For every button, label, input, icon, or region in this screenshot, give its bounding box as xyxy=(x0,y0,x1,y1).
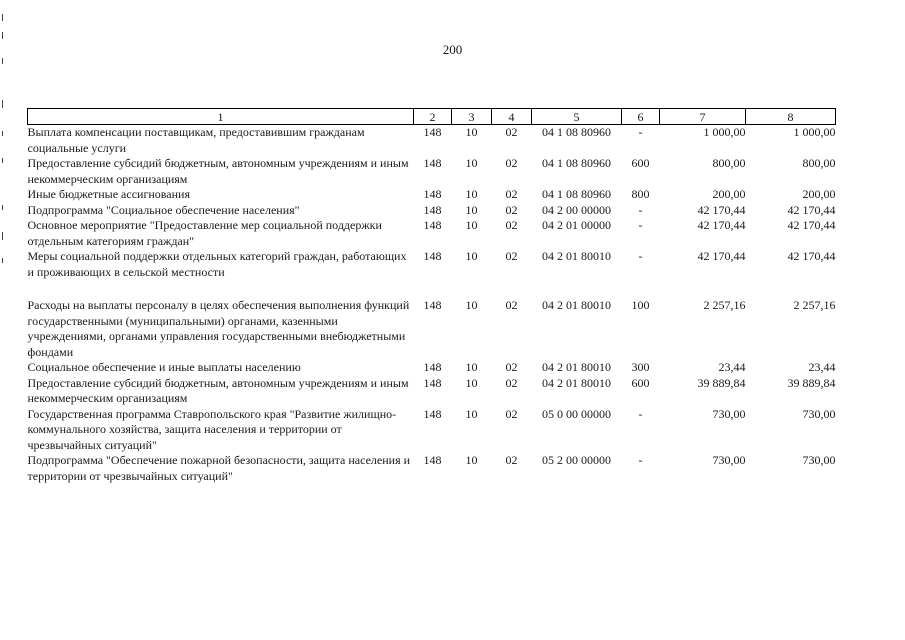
cell-subsection: 02 xyxy=(505,360,518,374)
scan-mark xyxy=(2,32,3,39)
cell-amount-1: 800,00 xyxy=(712,156,746,170)
cell-section: 10 xyxy=(465,125,478,139)
row-name: Социальное обеспечение и иные выплаты населению xyxy=(27,360,301,374)
cell-subsection: 02 xyxy=(505,218,518,232)
scan-mark xyxy=(2,232,3,240)
table-header-row xyxy=(28,109,836,125)
table-row xyxy=(28,298,836,360)
scan-mark xyxy=(2,14,3,21)
cell-expense-type: - xyxy=(638,125,643,139)
cell-ministry-code: 148 xyxy=(423,187,442,201)
row-name: Расходы на выплаты персоналу в целях обеспечения выполнения функций государственными (муниципальными) органами, казенными учреждениями, органами управления государственными внебюджетными фондами xyxy=(27,298,410,359)
cell-ministry-code: 148 xyxy=(423,375,442,390)
cell-amount-1: 2 257,16 xyxy=(703,298,746,312)
row-name: Предоставление субсидий бюджетным, автономным учреждениям и иным некоммерческим организациям xyxy=(27,375,409,405)
cell-subsection: 02 xyxy=(505,375,518,390)
table-row xyxy=(28,407,836,454)
cell-amount-1: 42 170,44 xyxy=(697,218,746,232)
cell-amount-2: 23,44 xyxy=(808,360,836,374)
cell-target-article: 04 2 01 00000 xyxy=(542,218,611,232)
cell-amount-1: 730,00 xyxy=(712,453,746,467)
cell-ministry-code: 148 xyxy=(423,125,442,139)
table-spacer xyxy=(28,280,836,298)
cell-amount-1: 1 000,00 xyxy=(703,125,746,139)
scan-mark xyxy=(2,58,3,64)
cell-section: 10 xyxy=(465,249,478,263)
cell-section: 10 xyxy=(465,187,478,201)
scan-mark xyxy=(2,158,3,163)
cell-subsection: 02 xyxy=(505,156,518,170)
table-row xyxy=(28,156,836,187)
cell-target-article: 04 1 08 80960 xyxy=(542,187,611,201)
cell-subsection: 02 xyxy=(505,125,518,139)
cell-amount-2: 730,00 xyxy=(802,406,836,421)
cell-ministry-code: 148 xyxy=(423,249,442,263)
cell-amount-2: 730,00 xyxy=(802,453,836,467)
cell-expense-type: - xyxy=(638,406,643,421)
cell-expense-type: - xyxy=(638,249,643,263)
row-name: Меры социальной поддержки отдельных категорий граждан, работающих и проживающих в сельской местности xyxy=(27,249,407,279)
table-row xyxy=(28,249,836,280)
column-header: 2 xyxy=(414,109,452,125)
cell-ministry-code: 148 xyxy=(423,360,442,374)
cell-subsection: 02 xyxy=(505,298,518,312)
scan-mark xyxy=(2,131,3,136)
cell-amount-1: 42 170,44 xyxy=(697,249,746,263)
column-header: 5 xyxy=(532,109,622,125)
cell-ministry-code: 148 xyxy=(423,453,442,467)
cell-amount-1: 39 889,84 xyxy=(697,375,746,390)
cell-amount-2: 42 170,44 xyxy=(787,218,836,232)
scan-mark xyxy=(2,258,3,263)
row-name: Подпрограмма "Обеспечение пожарной безопасности, защита населения и территории от чрезвычайных ситуаций" xyxy=(27,453,411,483)
scan-mark xyxy=(2,205,3,210)
cell-section: 10 xyxy=(465,298,478,312)
cell-amount-1: 42 170,44 xyxy=(697,202,746,217)
cell-amount-2: 200,00 xyxy=(802,187,836,201)
cell-subsection: 02 xyxy=(505,187,518,201)
cell-section: 10 xyxy=(465,156,478,170)
scan-margin-marks xyxy=(0,0,6,640)
column-header: 7 xyxy=(660,109,746,125)
table-row xyxy=(28,203,836,219)
row-name: Предоставление субсидий бюджетным, автономным учреждениям и иным некоммерческим организациям xyxy=(27,156,409,186)
table-row xyxy=(28,218,836,249)
page-number: 200 xyxy=(442,42,463,57)
table-row xyxy=(28,360,836,376)
cell-target-article: 05 0 00 00000 xyxy=(542,406,611,421)
cell-amount-2: 800,00 xyxy=(802,156,836,170)
cell-target-article: 05 2 00 00000 xyxy=(542,453,611,467)
cell-section: 10 xyxy=(465,406,478,421)
scan-mark xyxy=(2,100,3,108)
cell-expense-type: 300 xyxy=(631,360,650,374)
table-spacer-row xyxy=(28,280,836,298)
cell-ministry-code: 148 xyxy=(423,406,442,421)
cell-expense-type: 600 xyxy=(631,156,650,170)
cell-amount-2: 42 170,44 xyxy=(787,202,836,217)
cell-expense-type: - xyxy=(638,453,643,467)
cell-target-article: 04 2 00 00000 xyxy=(542,202,611,217)
cell-ministry-code: 148 xyxy=(423,218,442,232)
cell-expense-type: 800 xyxy=(631,187,650,201)
cell-target-article: 04 2 01 80010 xyxy=(542,249,611,263)
row-name: Выплата компенсации поставщикам, предоставившим гражданам социальные услуги xyxy=(27,125,365,155)
cell-amount-2: 1 000,00 xyxy=(793,125,836,139)
cell-target-article: 04 2 01 80010 xyxy=(542,375,611,390)
cell-target-article: 04 2 01 80010 xyxy=(542,360,611,374)
table-row xyxy=(28,376,836,407)
table-row xyxy=(28,453,836,484)
cell-subsection: 02 xyxy=(505,453,518,467)
cell-section: 10 xyxy=(465,375,478,390)
cell-amount-2: 42 170,44 xyxy=(787,249,836,263)
cell-ministry-code: 148 xyxy=(423,298,442,312)
column-header: 3 xyxy=(452,109,492,125)
cell-amount-1: 23,44 xyxy=(718,360,746,374)
cell-subsection: 02 xyxy=(505,406,518,421)
cell-section: 10 xyxy=(465,218,478,232)
table-row xyxy=(28,187,836,203)
cell-amount-2: 39 889,84 xyxy=(787,375,836,390)
cell-section: 10 xyxy=(465,202,478,217)
cell-amount-2: 2 257,16 xyxy=(793,298,836,312)
row-name: Государственная программа Ставропольского края "Развитие жилищно-коммунального хозяйства, защита населения и территории от чрезвычайных ситуаций" xyxy=(27,406,397,452)
row-name: Основное мероприятие "Предоставление мер социальной поддержки отдельным категориям граждан" xyxy=(27,218,382,248)
cell-expense-type: 600 xyxy=(631,375,650,390)
cell-ministry-code: 148 xyxy=(423,156,442,170)
cell-subsection: 02 xyxy=(505,249,518,263)
column-header: 4 xyxy=(492,109,532,125)
cell-ministry-code: 148 xyxy=(423,202,442,217)
cell-expense-type: - xyxy=(638,218,643,232)
cell-subsection: 02 xyxy=(505,202,518,217)
row-name: Иные бюджетные ассигнования xyxy=(27,187,190,201)
budget-table xyxy=(27,108,836,484)
cell-expense-type: - xyxy=(638,202,643,217)
cell-expense-type: 100 xyxy=(631,298,650,312)
column-header: 1 xyxy=(28,109,414,125)
column-header: 6 xyxy=(622,109,660,125)
table-row xyxy=(28,125,836,157)
row-name: Подпрограмма "Социальное обеспечение населения" xyxy=(27,202,300,217)
cell-amount-1: 730,00 xyxy=(712,406,746,421)
column-header: 8 xyxy=(746,109,836,125)
cell-target-article: 04 2 01 80010 xyxy=(542,298,611,312)
cell-section: 10 xyxy=(465,453,478,467)
cell-target-article: 04 1 08 80960 xyxy=(542,156,611,170)
cell-section: 10 xyxy=(465,360,478,374)
cell-target-article: 04 1 08 80960 xyxy=(542,125,611,139)
cell-amount-1: 200,00 xyxy=(712,187,746,201)
